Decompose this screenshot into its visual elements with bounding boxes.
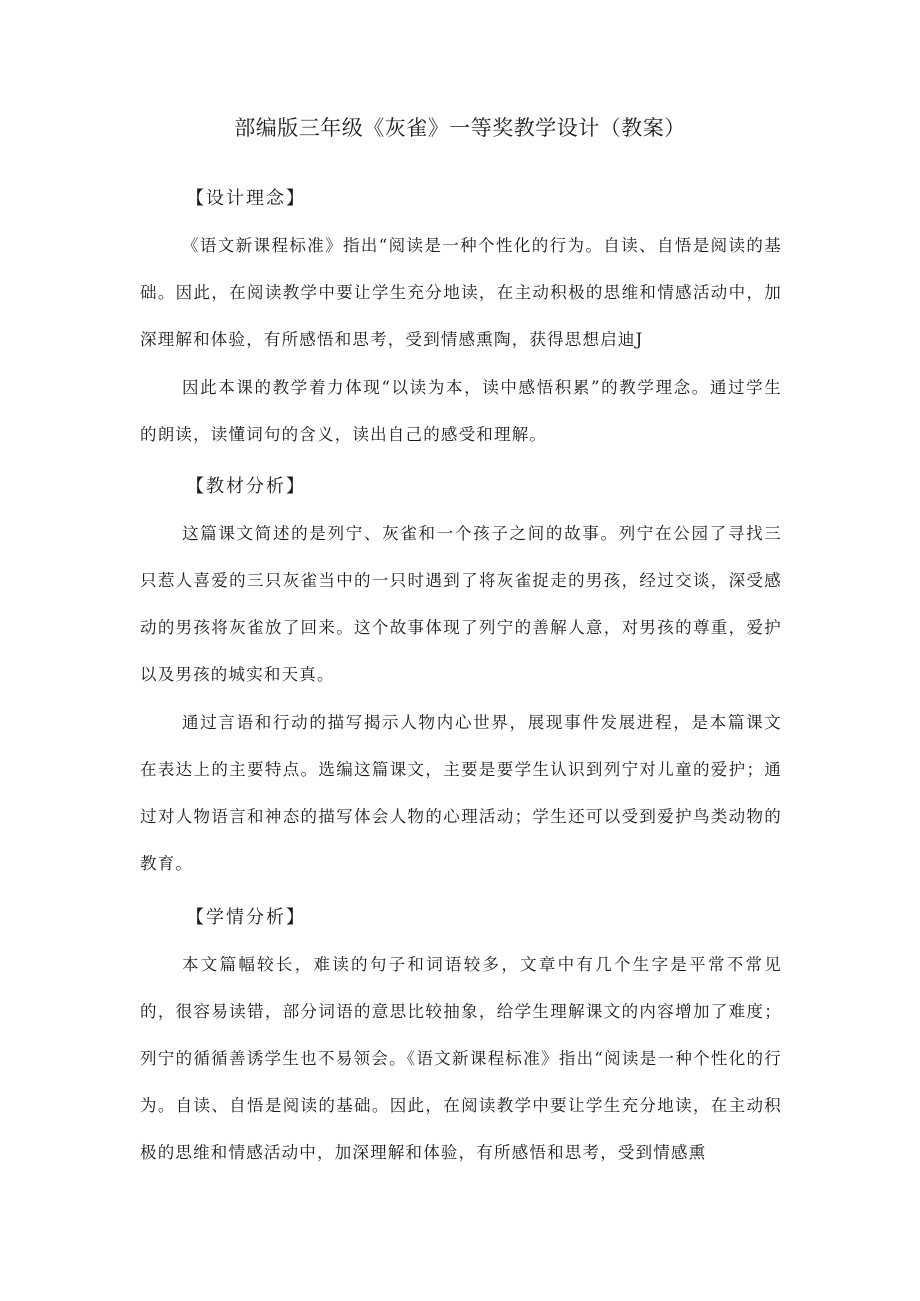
paragraph: 因此本课的教学着力体现“以读为本，读中感悟积累”的教学理念。通过学生的朗读，读懂词句的含义，读出自己的感受和理解。 bbox=[140, 378, 782, 444]
paragraph: 通过言语和行动的描写揭示人物内心世界，展现事件发展进程，是本篇课文在表达上的主要特点。选编这篇课文，主要是要学生认识到列宁对儿童的爱护；通过对人物语言和神态的描写体会人物的心理活动；学生还可以受到爱护鸟类动物的教育。 bbox=[140, 713, 782, 873]
section-heading-learner-analysis: 【学情分析】 bbox=[186, 907, 306, 928]
paragraph: 本文篇幅较长，难读的句子和词语较多，文章中有几个生字是平常不常见的，很容易读错，部分词语的意思比较抽象，给学生理解课文的内容增加了难度；列宁的循循善诱学生也不易领会。《语文新课程标准》指出“阅读是一种个性化的行为。自读、自悟是阅读的基础。因此，在阅读教学中要让学生充分地读，在主动积极的思维和情感活动中，加深理解和体验，有所感悟和思考，受到情感熏 bbox=[140, 955, 782, 1162]
paragraph: 《语文新课程标准》指出“阅读是一种个性化的行为。自读、自悟是阅读的基础。因此，在阅读教学中要让学生充分地读，在主动积极的思维和情感活动中，加深理解和体验，有所感悟和思考，受到情感熏陶，获得思想启迪J bbox=[140, 236, 782, 349]
document-title: 部编版三年级《灰雀》一等奖教学设计（教案） bbox=[234, 116, 686, 140]
section-heading-design-concept: 【设计理念】 bbox=[186, 188, 306, 209]
section-heading-textbook-analysis: 【教材分析】 bbox=[186, 476, 306, 497]
paragraph: 这篇课文简述的是列宁、灰雀和一个孩子之间的故事。列宁在公园了寻找三只惹人喜爱的三只灰雀当中的一只时遇到了将灰雀捉走的男孩，经过交谈，深受感动的男孩将灰雀放了回来。这个故事体现了列宁的善解人意，对男孩的尊重，爱护以及男孩的城实和天真。 bbox=[140, 524, 782, 684]
